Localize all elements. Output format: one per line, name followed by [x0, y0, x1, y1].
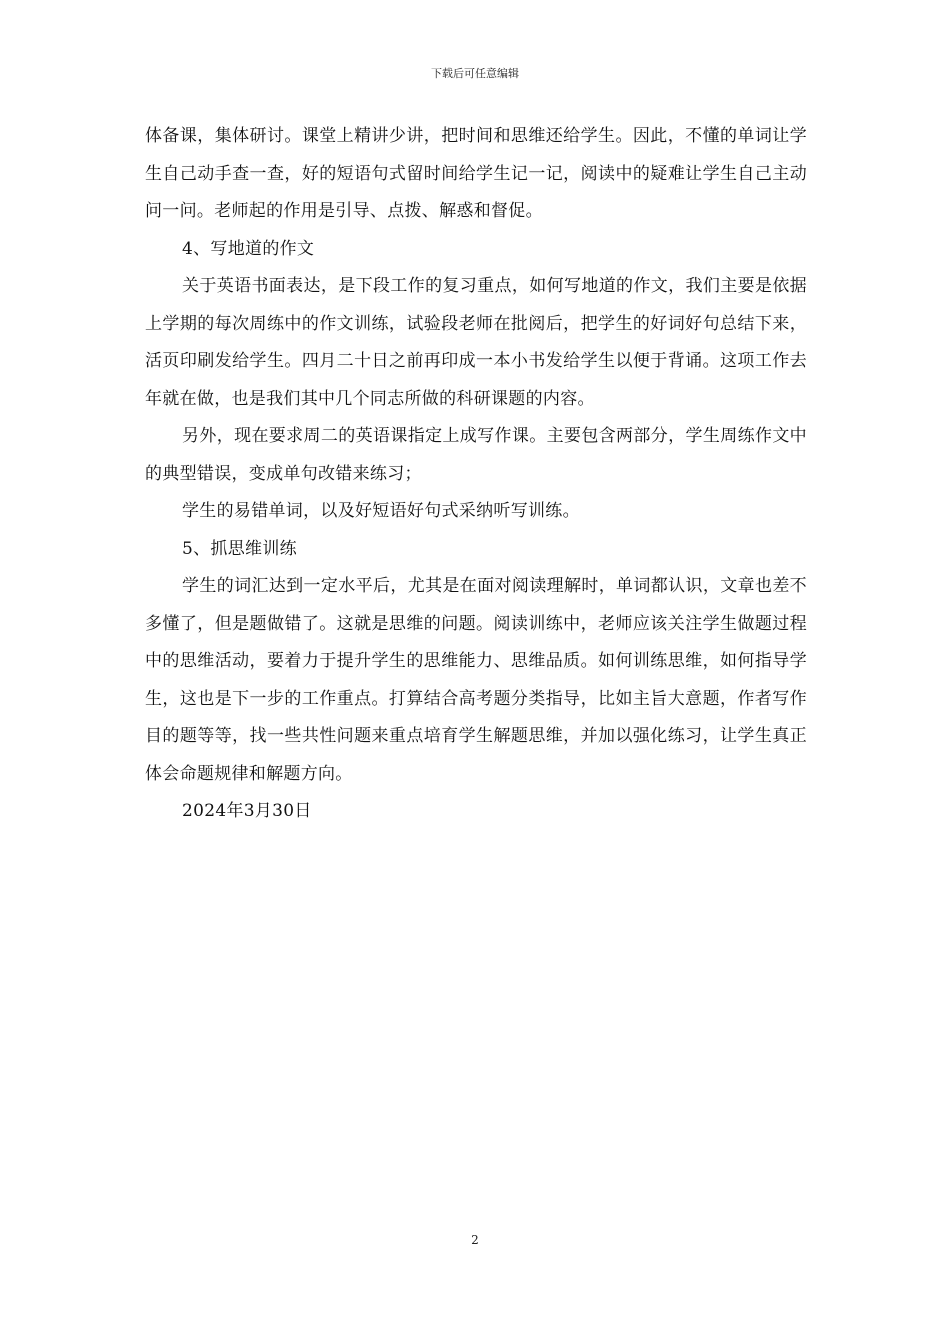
page-header: 下载后可任意编辑 — [431, 67, 519, 80]
section-heading-thinking: 5、抓思维训练 — [182, 538, 297, 559]
section-heading-essay: 4、写地道的作文 — [182, 238, 315, 259]
document-date: 2024年3月30日 — [182, 801, 312, 821]
paragraph-dictation: 学生的易错单词，以及好短语好句式采纳听写训练。 — [182, 501, 580, 521]
document-body — [145, 118, 807, 831]
paragraph-writing-class: 另外，现在要求周二的英语课指定上成写作课。主要包含两部分，学生周练作文中的典型错误，变成单句改错来练习； — [145, 426, 807, 484]
paragraph-thinking-training: 学生的词汇达到一定水平后，尤其是在面对阅读理解时，单词都认识，文章也差不多懂了，但是题做错了。这就是思维的问题。阅读训练中，老师应该关注学生做题过程中的思维活动，要着力于提升学生的思维能力、思维品质。如何训练思维，如何指导学生，这也是下一步的工作重点。打算结合高考题分类指导，比如主旨大意题，作者写作目的题等等，找一些共性问题来重点培育学生解题思维，并加以强化练习，让学生真正体会命题规律和解题方向。 — [145, 576, 807, 784]
paragraph-essay-writing: 关于英语书面表达，是下段工作的复习重点，如何写地道的作文，我们主要是依据上学期的每次周练中的作文训练，试验段老师在批阅后，把学生的好词好句总结下来，活页印刷发给学生。四月二十日之前再印成一本小书发给学生以便于背诵。这项工作去年就在做，也是我们其中几个同志所做的科研课题的内容。 — [145, 276, 807, 409]
page-number: 2 — [471, 1233, 479, 1247]
paragraph-continued-intro: 体备课，集体研讨。课堂上精讲少讲，把时间和思维还给学生。因此，不懂的单词让学生自己动手查一查，好的短语句式留时间给学生记一记，阅读中的疑难让学生自己主动问一问。老师起的作用是引导、点拨、解惑和督促。 — [145, 126, 807, 221]
